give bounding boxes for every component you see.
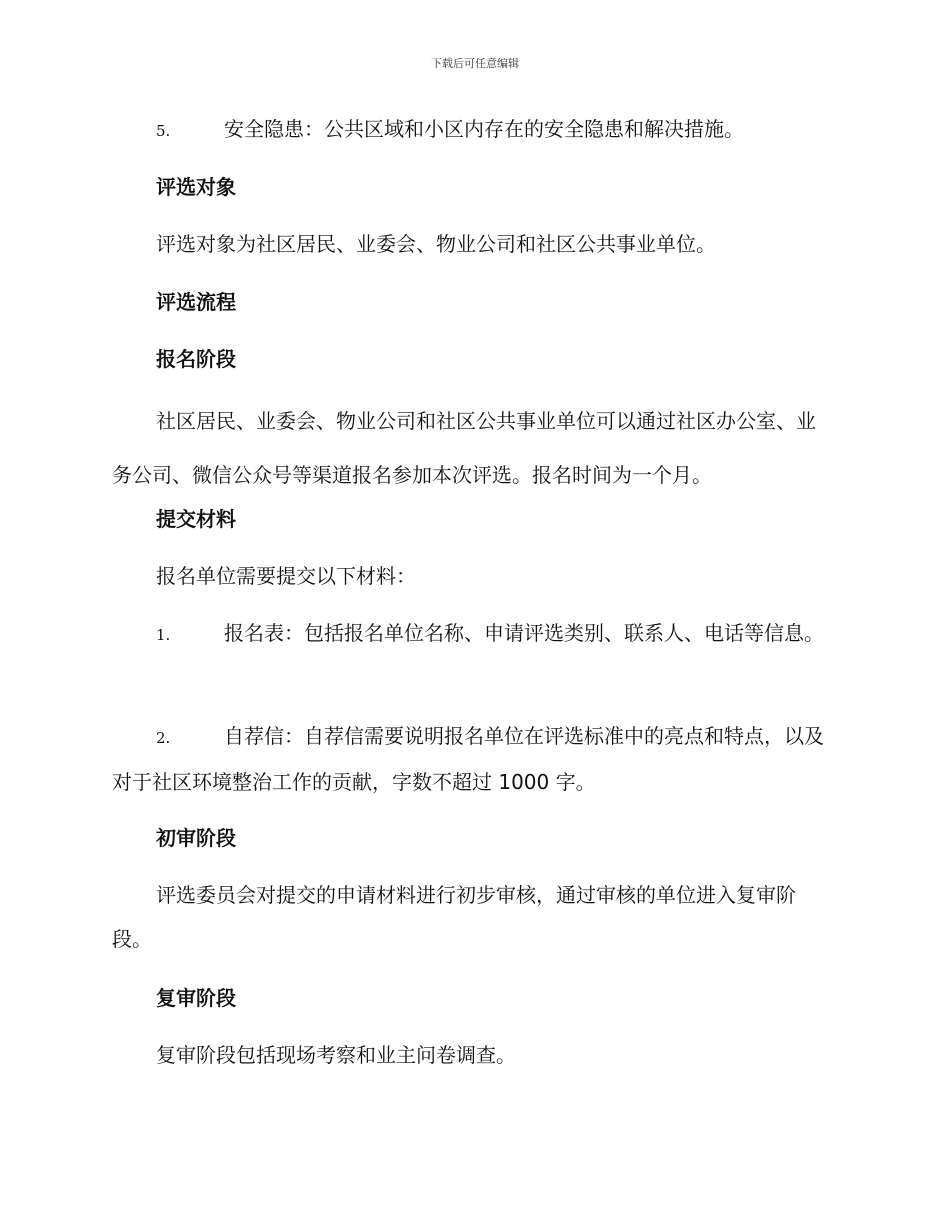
list-item-1 [112, 611, 832, 657]
page-header: 下载后可任意编辑 [431, 57, 519, 70]
paragraph-first-review: 评选委员会对提交的申请材料进行初步审核，通过审核的单位进入复审阶段。 [112, 883, 796, 951]
heading-signup: 报名阶段 [156, 347, 236, 371]
list-item-2 [112, 714, 832, 804]
list-text: 报名表：包括报名单位名称、申请评选类别、联系人、电话等信息。 [224, 621, 824, 645]
heading-second-review: 复审阶段 [156, 986, 236, 1010]
list-text: 安全隐患：公共区域和小区内存在的安全隐患和解决措施。 [224, 117, 744, 141]
paragraph-second-review: 复审阶段包括现场考察和业主问卷调查。 [156, 1043, 516, 1067]
list-number: 2. [156, 729, 171, 747]
heading-targets: 评选对象 [156, 175, 236, 199]
list-item-5 [112, 107, 832, 153]
list-number: 1. [156, 626, 171, 644]
heading-process: 评选流程 [156, 290, 236, 314]
list-number: 5. [156, 122, 171, 140]
heading-first-review: 初审阶段 [156, 826, 236, 850]
paragraph-signup: 社区居民、业委会、物业公司和社区公共事业单位可以通过社区办公室、业务公司、微信公众号等渠道报名参加本次评选。报名时间为一个月。 [112, 409, 816, 487]
list-text: 自荐信：自荐信需要说明报名单位在评选标准中的亮点和特点，以及对于社区环境整治工作的贡献，字数不超过 1000 字。 [112, 724, 824, 794]
heading-materials: 提交材料 [156, 507, 236, 531]
paragraph-targets: 评选对象为社区居民、业委会、物业公司和社区公共事业单位。 [156, 232, 716, 256]
paragraph-materials: 报名单位需要提交以下材料： [156, 564, 416, 588]
